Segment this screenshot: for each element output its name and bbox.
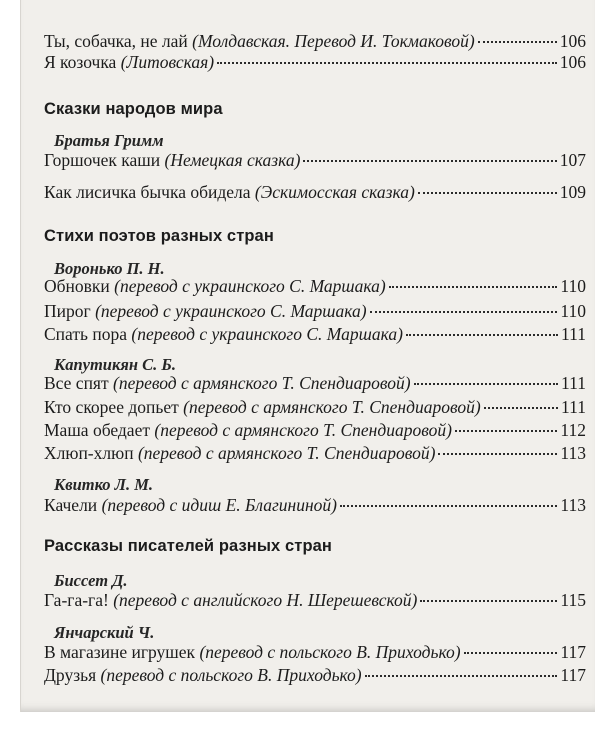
- entry-page: 113: [560, 495, 586, 515]
- entry-note: (перевод с армянского Т. Спендиаровой): [183, 397, 481, 417]
- entry-page: 111: [561, 373, 586, 393]
- author-name: Квитко Л. М.: [54, 475, 154, 494]
- leader-dots: [389, 286, 558, 288]
- entry-note: (Литовская): [120, 52, 215, 72]
- entry-page: 117: [560, 665, 586, 685]
- entry-title: Га-га-га!: [44, 590, 114, 610]
- entry-note: (Немецкая сказка): [164, 150, 301, 170]
- toc-entry[interactable]: [44, 494, 586, 516]
- leader-dots: [370, 311, 558, 313]
- toc-entry[interactable]: [44, 275, 586, 297]
- entry-title: Я козочка: [44, 52, 121, 72]
- entry-title: Хлюп-хлюп: [44, 443, 138, 463]
- author-name: Братья Гримм: [54, 131, 164, 150]
- entry-title: Спать пора: [44, 324, 132, 344]
- entry-title: Друзья: [44, 665, 101, 685]
- entry-note: (перевод с армянского Т. Спендиаровой): [113, 373, 411, 393]
- entry-page: 115: [560, 590, 586, 610]
- leader-dots: [217, 62, 557, 64]
- entry-title: Ты, собачка, не лай: [44, 31, 193, 51]
- author-name: Капутикян С. Б.: [54, 355, 176, 374]
- toc-entry[interactable]: [44, 442, 586, 464]
- leader-dots: [464, 652, 558, 654]
- entry-page: 106: [559, 31, 586, 51]
- leader-dots: [414, 383, 559, 385]
- entry-page: 106: [559, 52, 586, 72]
- toc-entry[interactable]: [44, 589, 586, 611]
- leader-dots: [418, 192, 557, 194]
- leader-dots: [340, 505, 557, 507]
- entry-note: (перевод с украинского С. Маршака): [114, 276, 386, 296]
- author-name: Янчарский Ч.: [54, 623, 155, 642]
- toc-entry[interactable]: [44, 419, 586, 441]
- entry-page: 110: [560, 301, 586, 321]
- entry-title: В магазине игрушек: [44, 642, 200, 662]
- entry-page: 110: [560, 276, 586, 296]
- entry-note: (перевод с идиш Е. Благининой): [101, 495, 337, 515]
- entry-title: Пирог: [44, 301, 96, 321]
- toc-entry[interactable]: [44, 30, 586, 52]
- entry-title: Маша обедает: [44, 420, 155, 440]
- toc-entry[interactable]: [44, 372, 586, 394]
- section-heading: Стихи поэтов разных стран: [44, 227, 274, 245]
- entry-note: (Эскимосская сказка): [254, 182, 415, 202]
- toc-entry[interactable]: [44, 51, 586, 73]
- entry-page: 112: [560, 420, 586, 440]
- leader-dots: [365, 675, 558, 677]
- entry-note: (Молдавская. Перевод И. Токмаковой): [192, 31, 475, 51]
- entry-note: (перевод с украинского С. Маршака): [131, 324, 403, 344]
- leader-dots: [420, 600, 557, 602]
- entry-note: (перевод с английского Н. Шерешевской): [113, 590, 418, 610]
- leader-dots: [303, 160, 556, 162]
- leader-dots: [484, 407, 558, 409]
- entry-page: 107: [559, 150, 586, 170]
- toc-entry[interactable]: [44, 149, 586, 171]
- entry-title: Как лисичка бычка обидела: [44, 182, 255, 202]
- leader-dots: [455, 430, 557, 432]
- entry-page: 109: [559, 182, 586, 202]
- toc-entry[interactable]: [44, 181, 586, 203]
- toc-entry[interactable]: [44, 300, 586, 322]
- entry-note: (перевод с польского В. Приходько): [100, 665, 362, 685]
- entry-title: Все спят: [44, 373, 114, 393]
- entry-page: 117: [560, 642, 586, 662]
- leader-dots: [406, 334, 558, 336]
- entry-note: (перевод с армянского Т. Спендиаровой): [154, 420, 452, 440]
- leader-dots: [438, 453, 557, 455]
- entry-page: 111: [561, 397, 586, 417]
- entry-note: (перевод с украинского С. Маршака): [95, 301, 367, 321]
- section-heading: Рассказы писателей разных стран: [44, 537, 332, 555]
- entry-note: (перевод с польского В. Приходько): [199, 642, 461, 662]
- toc-entry[interactable]: [44, 323, 586, 345]
- entry-title: Качели: [44, 495, 102, 515]
- entry-note: (перевод с армянского Т. Спендиаровой): [137, 443, 436, 463]
- entry-page: 113: [560, 443, 586, 463]
- entry-page: 111: [561, 324, 586, 344]
- author-name: Биссет Д.: [54, 571, 128, 590]
- author-name: Воронько П. Н.: [54, 259, 165, 278]
- toc-entry[interactable]: [44, 664, 586, 686]
- section-heading: Сказки народов мира: [44, 100, 223, 118]
- entry-title: Кто скорее допьет: [44, 397, 184, 417]
- toc-entry[interactable]: [44, 396, 586, 418]
- leader-dots: [478, 41, 557, 43]
- entry-title: Обновки: [44, 276, 115, 296]
- entry-title: Горшочек каши: [44, 150, 165, 170]
- toc-entry[interactable]: [44, 641, 586, 663]
